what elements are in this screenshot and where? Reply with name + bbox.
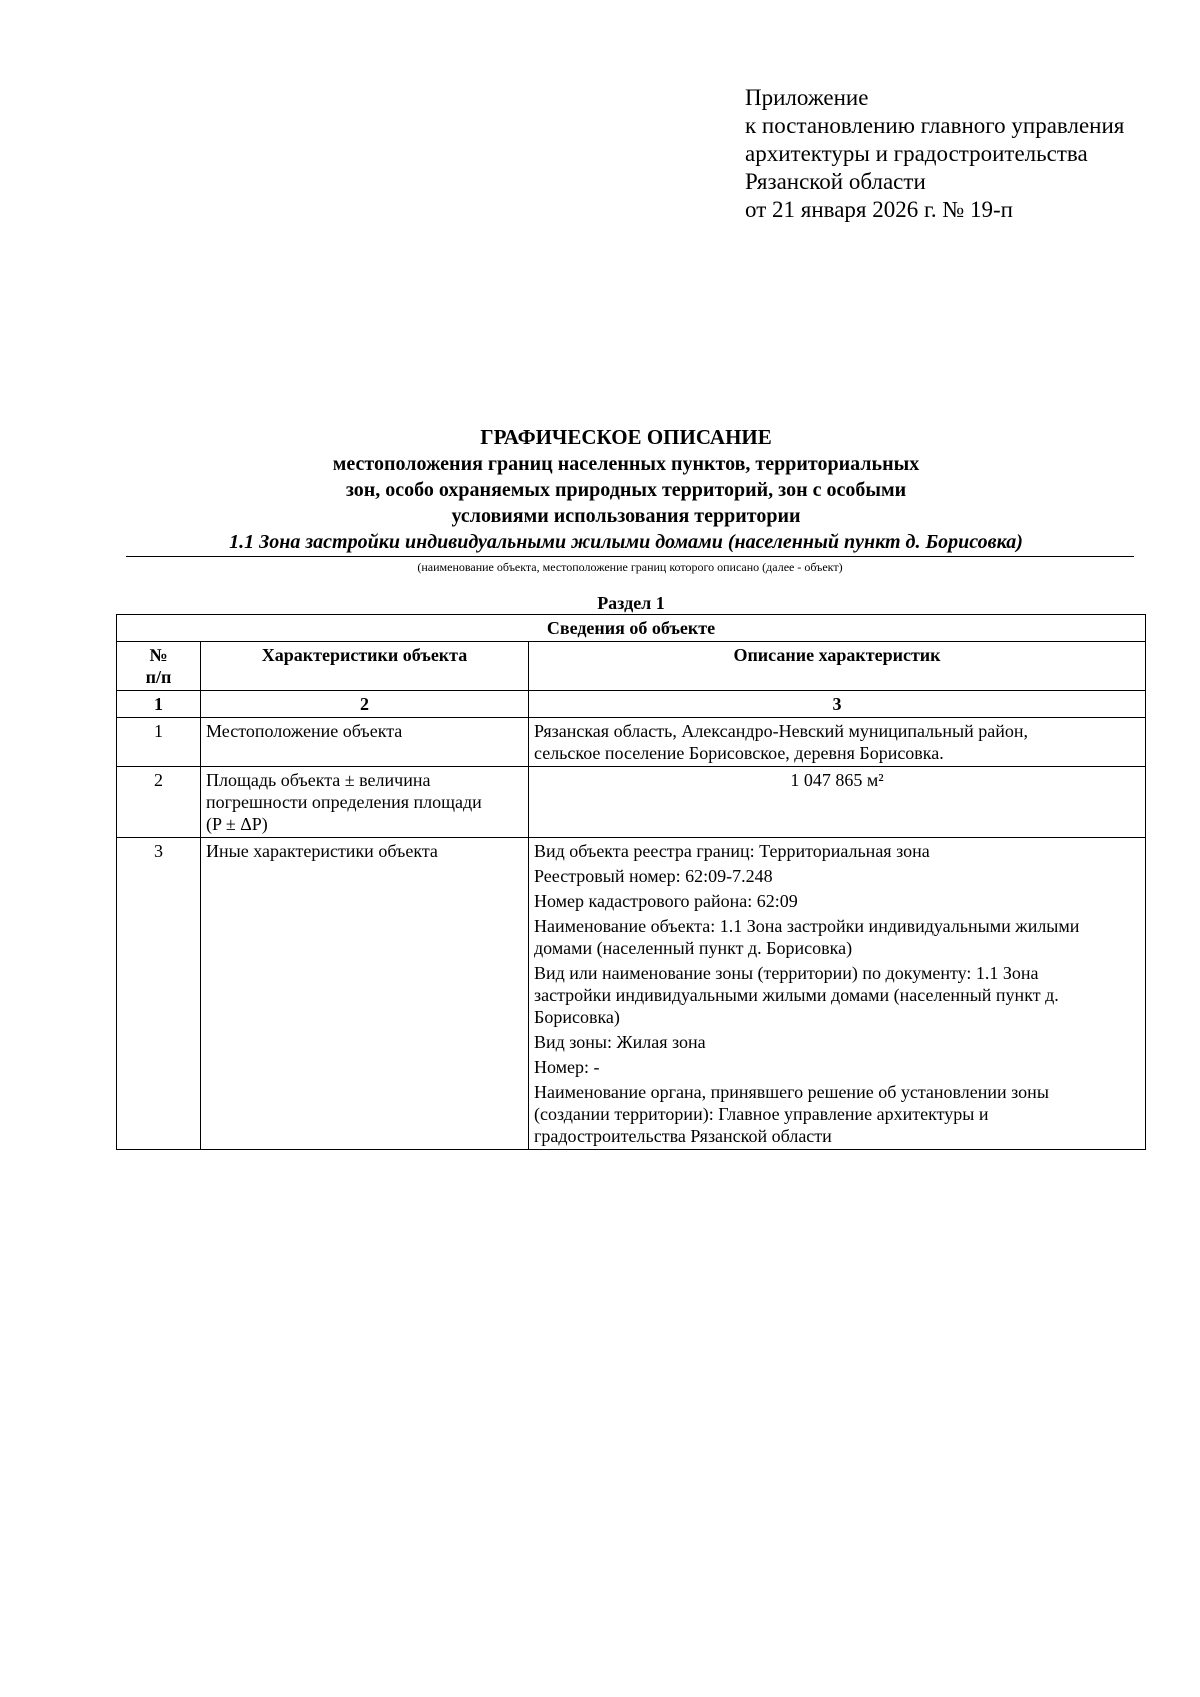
column-number-row — [117, 691, 1146, 718]
description-paragraph — [534, 840, 1140, 862]
document-title-block — [116, 424, 1136, 555]
row-number: 2 — [117, 767, 201, 838]
description-line: Наименование органа, принявшего решение об установлении зоны — [534, 1082, 1049, 1102]
column-number: 2 — [201, 691, 529, 718]
description-paragraph — [534, 1056, 1140, 1078]
appendix-date-line: от 21 января 2026 г. № 19-п — [745, 197, 1013, 222]
description-paragraph — [534, 1031, 1140, 1053]
table-row — [117, 718, 1146, 767]
appendix-line: архитектуры и градостроительства — [745, 141, 1088, 166]
row-characteristic — [201, 767, 529, 838]
description-line: (создании территории): Главное управление архитектуры и — [534, 1104, 989, 1124]
description-line: застройки индивидуальными жилыми домами (населенный пункт д. — [534, 985, 1059, 1005]
column-number: 3 — [529, 691, 1146, 718]
appendix-line: Рязанской области — [745, 169, 926, 194]
row-description — [529, 838, 1146, 1150]
description-line: Вид или наименование зоны (территории) по документу: 1.1 Зона — [534, 963, 1039, 983]
document-subtitle-line: местоположения границ населенных пунктов, территориальных — [332, 453, 920, 475]
document-title: ГРАФИЧЕСКОЕ ОПИСАНИЕ — [480, 425, 772, 449]
description-line: градостроительства Рязанской области — [534, 1126, 832, 1146]
row-characteristic-line: Местоположение объекта — [206, 721, 403, 741]
appendix-line: Приложение — [745, 85, 869, 110]
description-line: Вид объекта реестра границ: Территориальная зона — [534, 841, 930, 861]
description-paragraph — [534, 915, 1140, 959]
row-number: 1 — [117, 718, 201, 767]
column-header-characteristic: Характеристики объекта — [201, 642, 529, 691]
description-paragraph — [534, 890, 1140, 912]
description-line: домами (населенный пункт д. Борисовка) — [534, 938, 853, 958]
appendix-line: к постановлению главного управления — [745, 113, 1125, 138]
object-name: 1.1 Зона застройки индивидуальными жилыми домами (населенный пункт д. Борисовка) — [229, 531, 1023, 553]
appendix-block — [745, 84, 1124, 224]
row-characteristic-line: погрешности определения площади — [206, 792, 482, 812]
table-title: Сведения об объекте — [117, 615, 1146, 642]
row-characteristic — [201, 838, 529, 1150]
description-line: Реестровый номер: 62:09-7.248 — [534, 866, 773, 886]
object-name-caption: (наименование объекта, местоположение границ которого описано (далее - объект) — [417, 560, 843, 574]
table-row — [117, 767, 1146, 838]
document-subtitle-line: условиями использования территории — [451, 505, 801, 527]
description-line: Вид зоны: Жилая зона — [534, 1032, 706, 1052]
description-paragraph — [534, 865, 1140, 887]
row-description-line: Рязанская область, Александро-Невский муниципальный район, — [534, 721, 1028, 741]
column-header-description: Описание характеристик — [529, 642, 1146, 691]
row-description-area: 1 047 865 м² — [529, 767, 1146, 838]
row-description — [529, 718, 1146, 767]
document-subtitle-line: зон, особо охраняемых природных территорий, зон с особыми — [345, 479, 907, 501]
column-number: 1 — [117, 691, 201, 718]
object-name-underline — [126, 556, 1134, 557]
description-line: Борисовка) — [534, 1007, 620, 1027]
description-paragraph — [534, 1081, 1140, 1147]
column-header-number — [117, 642, 201, 691]
row-characteristic — [201, 718, 529, 767]
column-header-number-line: № — [149, 645, 168, 665]
description-paragraph — [534, 962, 1140, 1028]
row-number: 3 — [117, 838, 201, 1150]
description-line: Номер: - — [534, 1057, 600, 1077]
section-title: Раздел 1 — [597, 593, 665, 613]
row-description-line: сельское поселение Борисовское, деревня Борисовка. — [534, 743, 944, 763]
table-title-row — [117, 615, 1146, 642]
table-row — [117, 838, 1146, 1150]
row-characteristic-line: (P ± ΔP) — [206, 814, 268, 834]
object-info-table — [116, 614, 1146, 1150]
row-characteristic-line: Иные характеристики объекта — [206, 841, 438, 861]
description-line: Номер кадастрового района: 62:09 — [534, 891, 798, 911]
table-header-row — [117, 642, 1146, 691]
description-line: Наименование объекта: 1.1 Зона застройки индивидуальными жилыми — [534, 916, 1080, 936]
row-characteristic-line: Площадь объекта ± величина — [206, 770, 431, 790]
column-header-number-line: п/п — [145, 667, 172, 687]
